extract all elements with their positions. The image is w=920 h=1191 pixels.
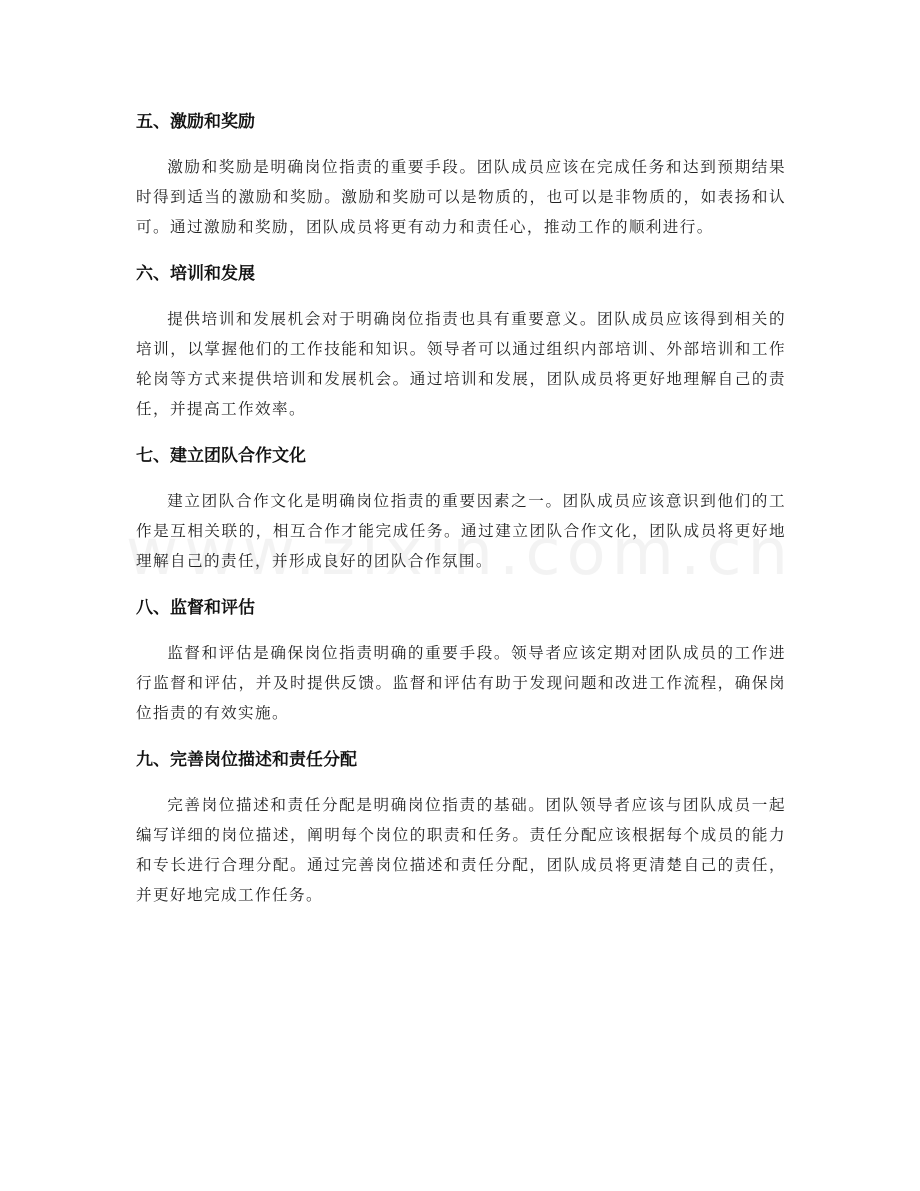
section-paragraph: 完善岗位描述和责任分配是明确岗位指责的基础。团队领导者应该与团队成员一起编写详细的岗位描述，阐明每个岗位的职责和任务。责任分配应该根据每个成员的能力和专长进行合理分配。通过完善岗位描述和责任分配，团队成员将更清楚自己的责任，并更好地完成工作任务。 [136,796,786,904]
section-paragraph: 监督和评估是确保岗位指责明确的重要手段。领导者应该定期对团队成员的工作进行监督和评估，并及时提供反馈。监督和评估有助于发现问题和改进工作流程，确保岗位指责的有效实施。 [136,644,786,722]
section-paragraph: 激励和奖励是明确岗位指责的重要手段。团队成员应该在完成任务和达到预期结果时得到适当的激励和奖励。激励和奖励可以是物质的，也可以是非物质的，如表扬和认可。通过激励和奖励，团队成员将更有动力和责任心，推动工作的顺利进行。 [136,158,786,236]
section-heading: 九、完善岗位描述和责任分配 [136,750,357,770]
section-heading: 七、建立团队合作文化 [136,446,306,466]
section-heading: 五、激励和奖励 [136,112,255,132]
section-incentives [136,104,786,242]
document-body [136,104,786,924]
section-paragraph: 建立团队合作文化是明确岗位指责的重要因素之一。团队成员应该意识到他们的工作是互相关联的，相互合作才能完成任务。通过建立团队合作文化，团队成员将更好地理解自己的责任，并形成良好的团队合作氛围。 [136,492,786,570]
section-supervision [136,590,786,728]
section-training [136,256,786,424]
section-heading: 八、监督和评估 [136,598,255,618]
section-job-description [136,742,786,910]
section-heading: 六、培训和发展 [136,264,255,284]
section-teamwork-culture [136,438,786,576]
section-paragraph: 提供培训和发展机会对于明确岗位指责也具有重要意义。团队成员应该得到相关的培训，以掌握他们的工作技能和知识。领导者可以通过组织内部培训、外部培训和工作轮岗等方式来提供培训和发展机会。通过培训和发展，团队成员将更好地理解自己的责任，并提高工作效率。 [136,310,786,418]
